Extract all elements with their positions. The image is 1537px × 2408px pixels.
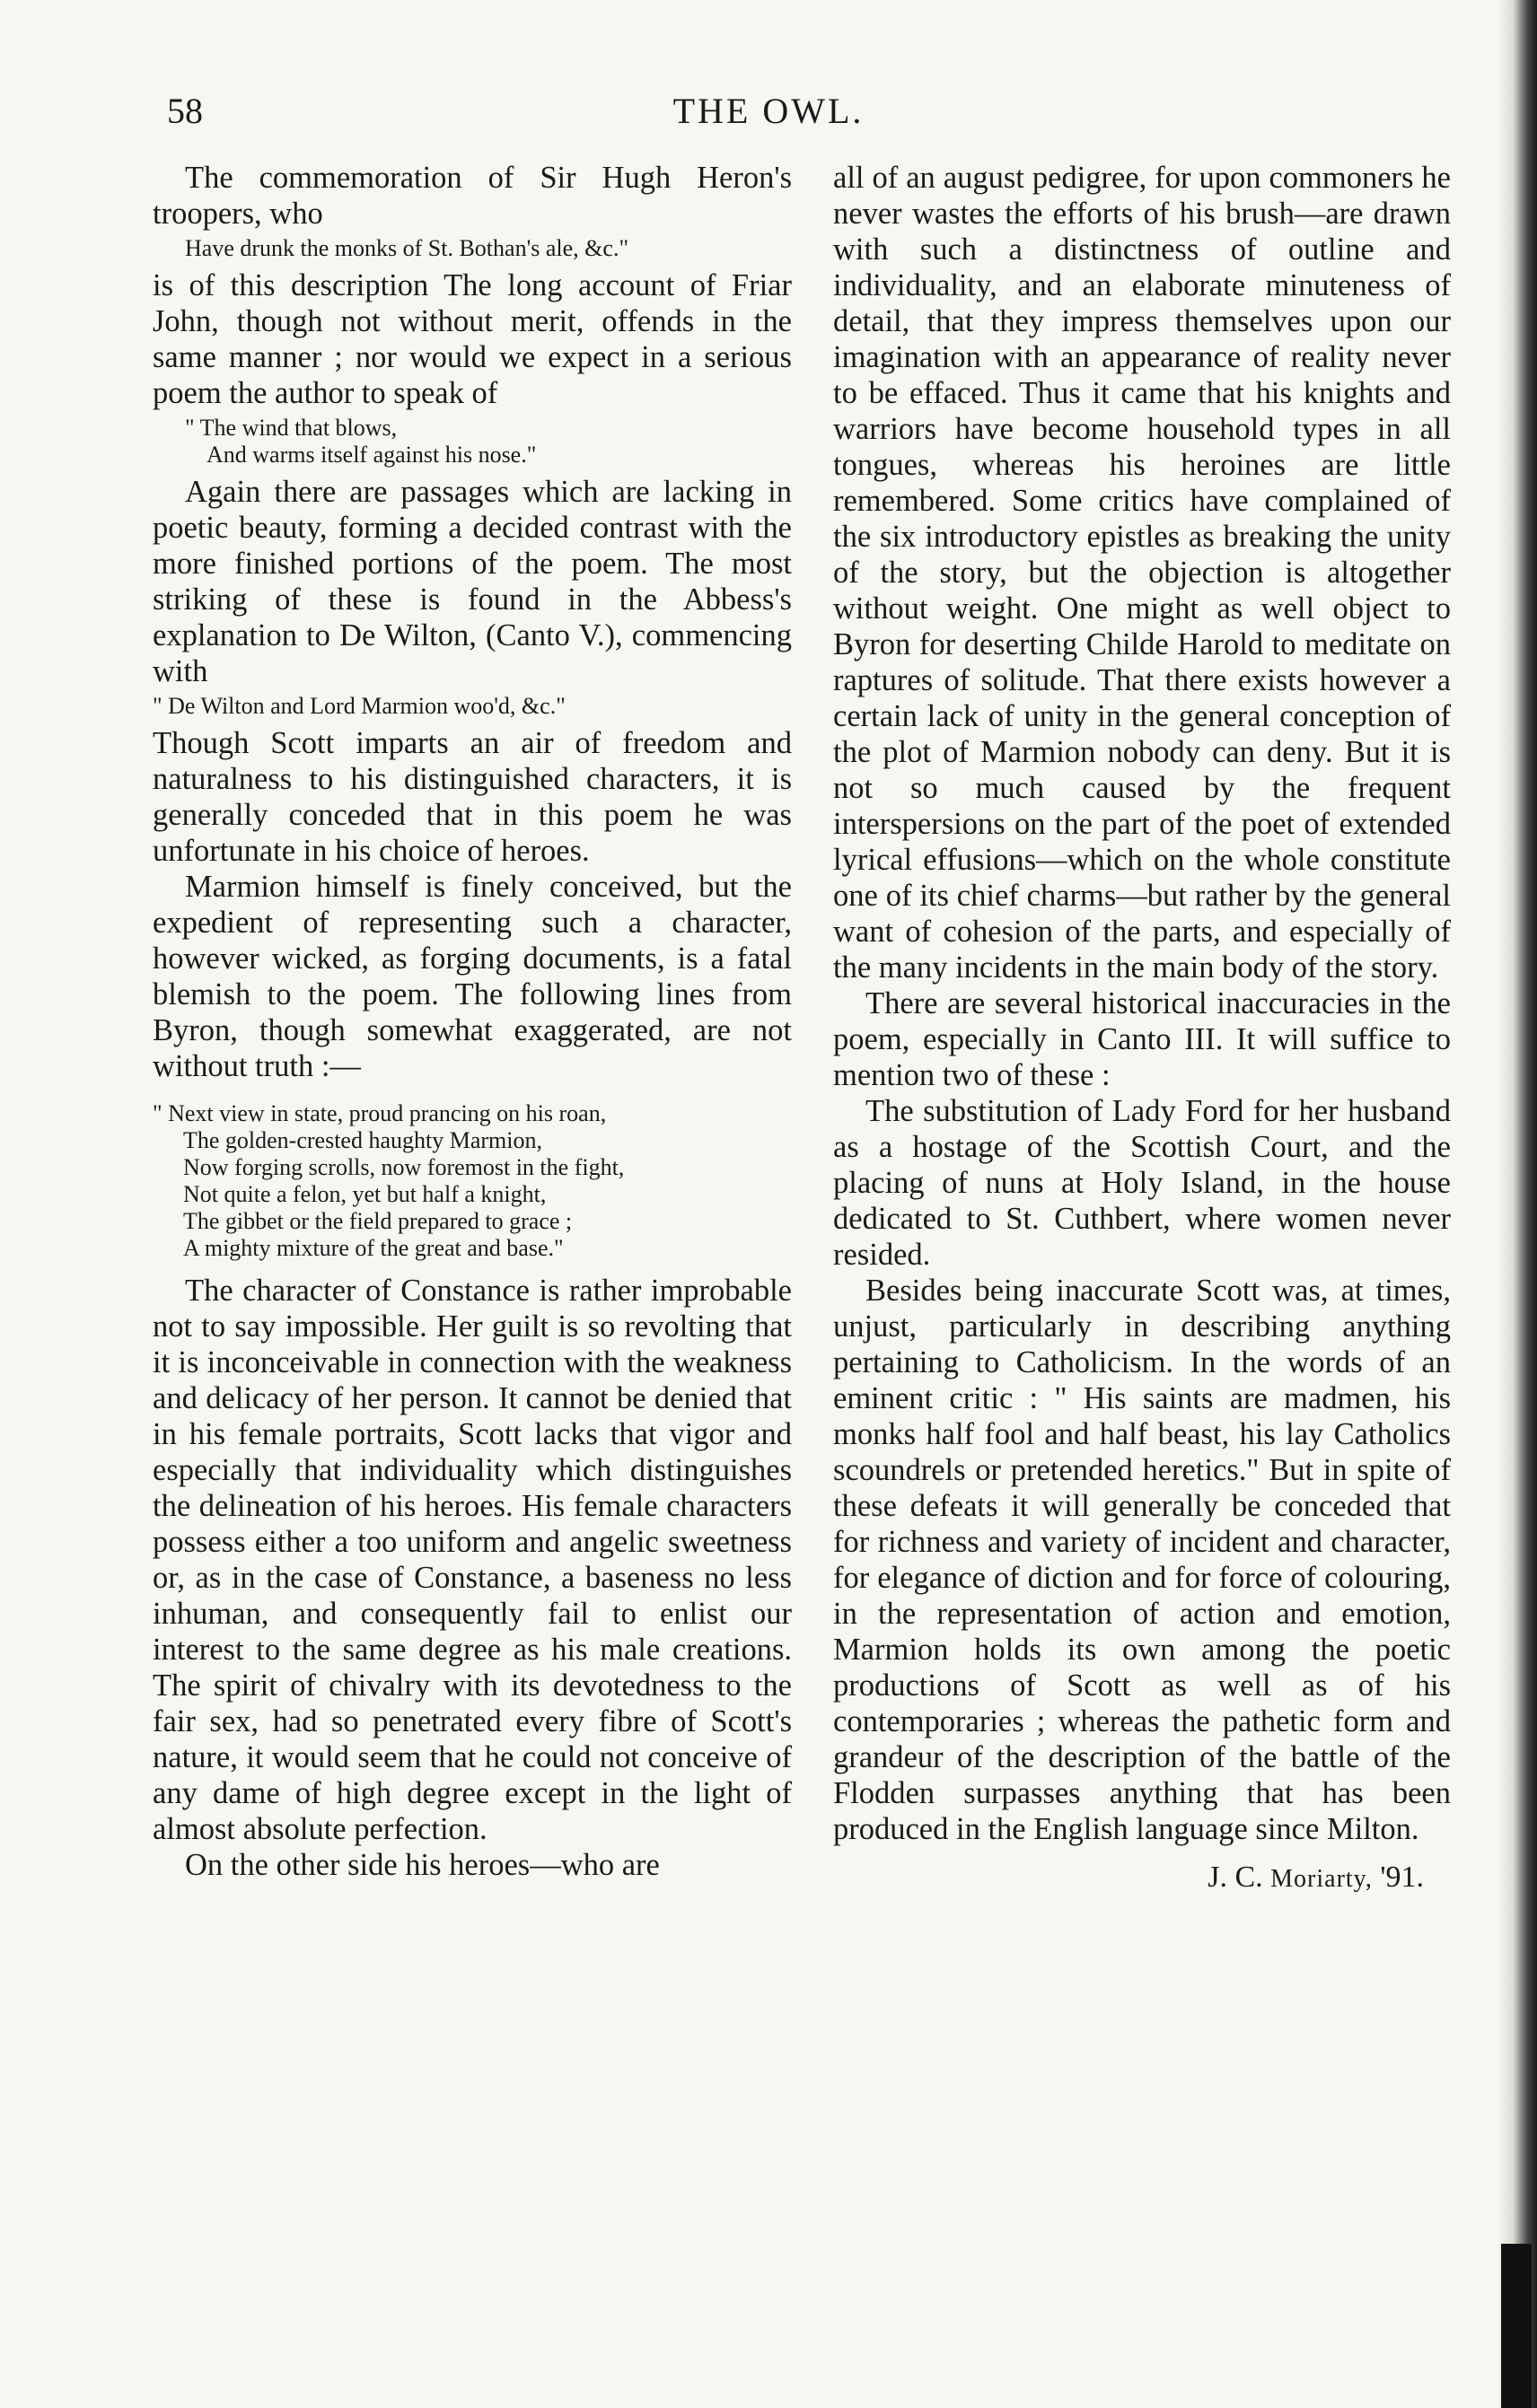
signature-year: '91. xyxy=(1380,1861,1424,1894)
paragraph: On the other side his heroes—who are xyxy=(185,1848,660,1882)
verse-line: A mighty mixture of the great and base." xyxy=(183,1235,564,1261)
binding-shadow xyxy=(1501,2244,1532,2408)
verse-line: " De Wilton and Lord Marmion woo'd, &c." xyxy=(153,693,566,719)
left-column xyxy=(153,160,792,1883)
paragraph: The character of Constance is rather improbable not to say impossible. Her guilt is so revolting that it is inconceivable in connection with the weakness and delicacy of her person. It cannot be denied that in his female portraits, Scott lacks that vigor and especially that individuality which distinguishes the delineation of his heroes. His female characters possess either a too uniform and angelic sweetness or, as in the case of Constance, a baseness no less inhuman, and consequently fail to enlist our interest to the same degree as his male creations. The spirit of chivalry with its devotedness to the fair sex, had so penetrated every fibre of Scott's nature, it would seem that he could not conceive of any dame of high degree except in the light of almost absolute perfection. xyxy=(153,1274,792,1846)
signature-name: Moriarty, xyxy=(1270,1865,1373,1893)
paragraph: The commemoration of Sir Hugh Heron's troopers, who xyxy=(153,161,792,231)
paragraph: The substitution of Lady Ford for her husband as a hostage of the Scottish Court, and the placing of nuns at Holy Island, in the house dedicated to St. Cuthbert, where women never resided. xyxy=(833,1094,1451,1272)
paragraph: all of an august pedigree, for upon commoners he never wastes the efforts of his brush—are drawn with such a distinctness of outline and individuality, and an elaborate minuteness of detail, that they impress themselves upon our imagination with an appearance of reality never to be effaced. Thus it came that his knights and warriors have become household types in all tongues, whereas his heroines are little remembered. Some critics have complained of the six introductory epistles as breaking the unity of the story, but the objection is altogether without weight. One might as well object to Byron for deserting Childe Harold to meditate on raptures of solitude. That there exists however a certain lack of unity in the general conception of the plot of Marmion nobody can deny. But it is not so much caused by the frequent interspersions on the part of the poet of extended lyrical effusions—which on the whole constitute one of its chief charms—but rather by the general want of cohesion of the parts, and especially of the many incidents in the main body of the story. xyxy=(833,161,1451,985)
page-edge-shadow xyxy=(1497,0,1537,2408)
verse-line: Not quite a felon, yet but half a knight, xyxy=(183,1181,547,1207)
paragraph: Again there are passages which are lacking in poetic beauty, forming a decided contrast with the more finished portions of the poem. The most striking of these is found in the Abbess's explanation to De Wilton, (Canto V.), commencing with xyxy=(153,475,792,688)
verse-line: The gibbet or the field prepared to grace ; xyxy=(183,1208,573,1234)
paragraph: Marmion himself is finely conceived, but the expedient of representing such a character, however wicked, as forging documents, is a fatal blemish to the poem. The following lines from Byron, though somewhat exaggerated, are not without truth :— xyxy=(153,870,792,1083)
verse-quote xyxy=(153,235,792,262)
verse-line: And warms itself against his nose." xyxy=(206,442,537,468)
verse-line: The golden-crested haughty Marmion, xyxy=(183,1127,542,1153)
verse-line: " The wind that blows, xyxy=(185,415,398,441)
paragraph: Though Scott imparts an air of freedom and naturalness to his distinguished characters, it is generally conceded that in this poem he was unfortunate in his choice of heroes. xyxy=(153,726,792,868)
paragraph: There are several historical inaccuracies in the poem, especially in Canto III. It will suffice to mention two of these : xyxy=(833,986,1451,1092)
running-head: THE OWL. xyxy=(672,91,865,131)
verse-quote xyxy=(153,1100,792,1262)
paragraph: Besides being inaccurate Scott was, at times, unjust, particularly in describing anything pertaining to Catholicism. In the words of an eminent critic : " His saints are madmen, his monks half fool and half beast, his lay Catholics scoundrels or pretended heretics." But in spite of these defeats it will generally be conceded that for richness and variety of incident and character, for elegance of diction and for force of colouring, in the representation of action and emotion, Marmion holds its own among the poetic productions of Scott as well as of his contemporaries ; whereas the pathetic form and grandeur of the description of the battle of the Flodden surpasses anything that has been produced in the English language since Milton. xyxy=(833,1274,1451,1846)
right-column xyxy=(833,160,1451,1897)
verse-line: " Next view in state, proud prancing on his roan, xyxy=(153,1100,607,1126)
page-number: 58 xyxy=(167,91,203,131)
paragraph: is of this description The long account of Friar John, though not without merit, offends in the same manner ; nor would we expect in a serious poem the author to speak of xyxy=(153,268,792,410)
verse-line: Now forging scrolls, now foremost in the fight, xyxy=(183,1154,625,1180)
verse-quote xyxy=(153,415,792,468)
signature-initials: J. C. xyxy=(1208,1861,1263,1894)
verse-line: Have drunk the monks of St. Bothan's ale, &c." xyxy=(185,235,629,261)
verse-quote xyxy=(153,693,792,720)
author-signature xyxy=(833,1860,1451,1897)
